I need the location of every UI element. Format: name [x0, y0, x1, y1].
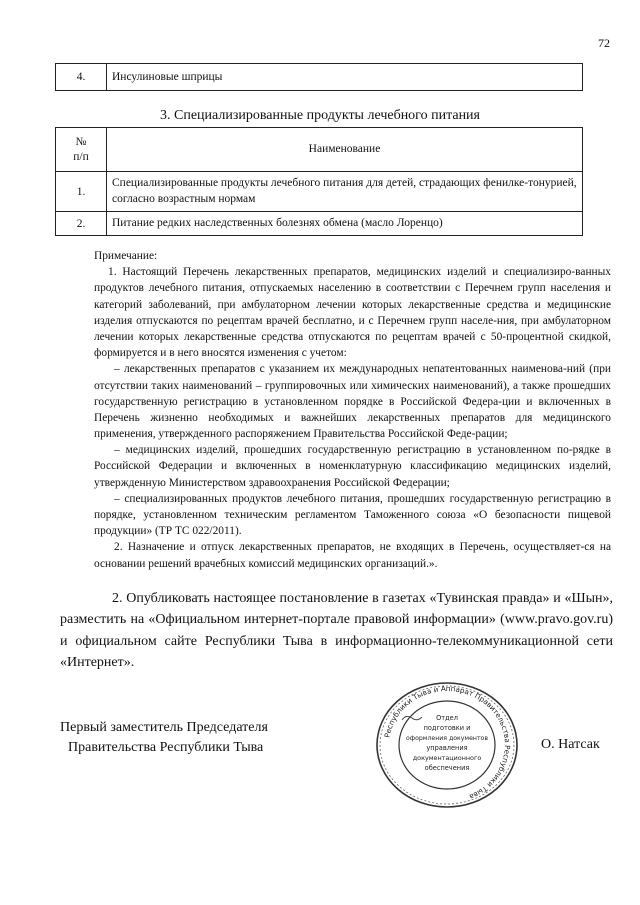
header-name: Наименование	[107, 128, 583, 172]
row-name: Инсулиновые шприцы	[107, 64, 583, 91]
note-paragraph-nutrition: – специализированных продуктов лечебного питания, прошедших государственную регистрацию в порядке, установленном техническим регламентом Таможенного союза «О безопасности пищевой продукции» (ТР ТС 022/2011).	[94, 492, 611, 538]
nutrition-products-table	[55, 127, 583, 236]
note-paragraph-devices: – медицинских изделий, прошедших государственную регистрацию в установленном по-рядке в Российской Федерации и включенных в номенклатурную классификацию медицинских изделий, утвержденную Министерством здравоохранения Российской Федерации;	[94, 444, 611, 489]
row-name: Питание редких наследственных болезнях обмена (масло Лоренцо)	[107, 212, 583, 236]
section-title: 3. Специализированные продукты лечебного питания	[160, 108, 480, 123]
table-row	[56, 212, 583, 236]
stamp-line-4: управления	[426, 744, 468, 752]
table-row	[56, 172, 583, 212]
notes-heading: Примечание:	[94, 250, 158, 262]
notes-block	[94, 248, 611, 572]
table-row	[56, 64, 583, 91]
page-number: 72	[598, 36, 610, 50]
row-name: Специализированные продукты лечебного питания для детей, страдающих фенилке-тонурией, согласно возрастным нормам	[107, 172, 583, 212]
stamp-line-5: документационного	[412, 754, 482, 762]
drug-table-continuation	[55, 63, 583, 91]
publication-paragraph: 2. Опубликовать настоящее постановление в газетах «Тувинская правда» и «Шын», разместить на «Официальном интернет-портале правовой информации» (www.pravo.gov.ru) и официальном сайте Республики Тыва в информационно-телекоммуникационной сети «Интернет».	[60, 591, 613, 670]
header-number-line2: п/п	[73, 150, 89, 163]
signatory-position	[60, 718, 268, 757]
stamp-line-6: обеспечения	[424, 764, 470, 772]
row-number: 1.	[56, 172, 107, 212]
official-stamp-icon	[372, 680, 522, 810]
row-number: 4.	[56, 64, 107, 91]
row-number: 2.	[56, 212, 107, 236]
position-line-2: Правительства Республики Тыва	[68, 739, 264, 755]
note-paragraph-drugs: – лекарственных препаратов с указанием их международных непатентованных наименова-ний (при отсутствии таких наименований – группировочных или химических наименований), а также прошедших государственную регистрацию в установленном порядке в Российской Федера-ции и включенных в Перечень жизненно необходимых и важнейших лекарственных препаратов для медицинского применения, утвержденного распоряжением Правительства Российской Феде-рации;	[94, 363, 611, 441]
note-paragraph-2: 2. Назначение и отпуск лекарственных препаратов, не входящих в Перечень, осуществляет-ся на основании решений врачебных комиссий медицинских организаций.».	[94, 541, 611, 570]
stamp-outer-text: Республики Тыва и Аппарат Правительства Республики Тыва	[382, 683, 513, 802]
svg-text:Республики Тыва и Аппарат Прав	[383, 684, 512, 802]
header-number	[56, 128, 107, 172]
position-line-1: Первый заместитель Председателя	[60, 720, 268, 735]
note-paragraph-1: 1. Настоящий Перечень лекарственных препаратов, медицинских изделий и специализиро-ванных продуктов лечебного питания, отпускаемых населению в соответствии с Перечнем групп населения и категорий заболеваний, при амбулаторном лечении которых лекарственные средства и медицинские изделия отпускаются по рецептам врачей бесплатно, и с Перечнем групп населе-ния, при амбулаторном лечении которых лекарственные средства отпускаются по рецептам врачей с 50-процентной скидкой, формируется и в него вносятся изменения с учетом:	[94, 266, 611, 360]
table-header-row	[56, 128, 583, 172]
stamp-line-2: подготовки и	[423, 724, 471, 732]
signatory-name: О. Натсак	[541, 737, 600, 752]
header-number-line1: №	[75, 136, 87, 149]
stamp-line-3: оформления документов	[406, 735, 488, 742]
stamp-line-1: Отдел	[436, 714, 458, 722]
